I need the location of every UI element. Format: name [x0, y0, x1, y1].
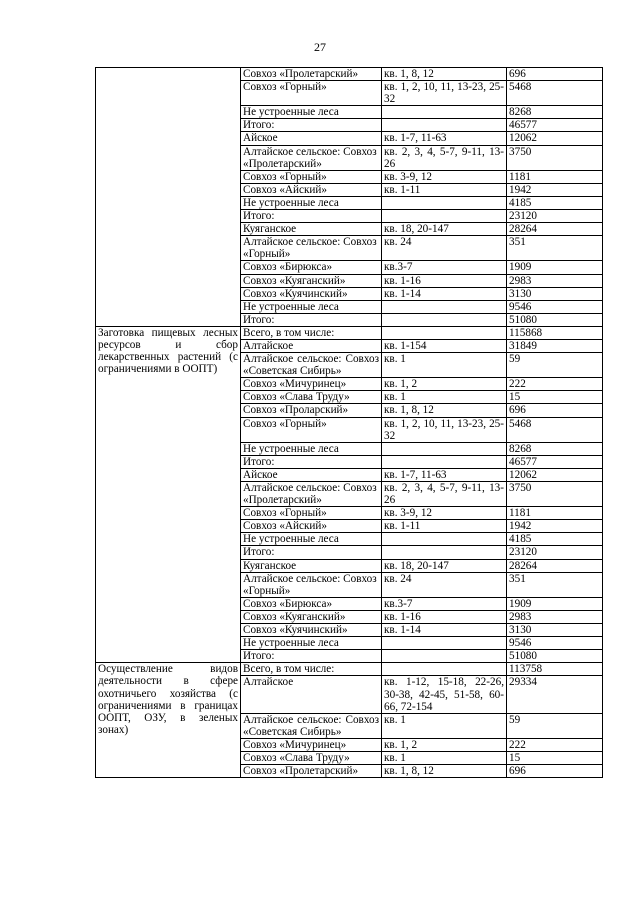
area-cell: 9546: [507, 300, 603, 313]
name-cell: Совхоз «Горный»: [241, 417, 382, 442]
quarters-cell: кв. 1-11: [382, 183, 507, 196]
name-cell: Алтайское сельское: Совхоз «Пролетарский»: [241, 482, 382, 507]
name-cell: Совхоз «Куяганский»: [241, 274, 382, 287]
area-cell: 31849: [507, 339, 603, 352]
quarters-cell: кв. 1, 2, 10, 11, 13-23, 25-32: [382, 417, 507, 442]
quarters-cell: кв.3-7: [382, 261, 507, 274]
quarters-cell: [382, 313, 507, 326]
quarters-cell: кв. 1, 2: [382, 738, 507, 751]
name-cell: Всего, в том числе:: [241, 663, 382, 676]
quarters-cell: [382, 637, 507, 650]
quarters-cell: кв. 1, 8, 12: [382, 68, 507, 81]
name-cell: Итого:: [241, 455, 382, 468]
area-cell: 351: [507, 572, 603, 597]
quarters-cell: [382, 663, 507, 676]
name-cell: Итого:: [241, 313, 382, 326]
quarters-cell: [382, 119, 507, 132]
quarters-cell: кв. 1-14: [382, 287, 507, 300]
area-cell: 23120: [507, 210, 603, 223]
name-cell: Куяганское: [241, 559, 382, 572]
table-row: [96, 663, 603, 676]
name-cell: Совхоз «Куяганский»: [241, 610, 382, 623]
area-cell: 3750: [507, 482, 603, 507]
area-cell: 12062: [507, 132, 603, 145]
quarters-cell: кв. 1-7, 11-63: [382, 468, 507, 481]
area-cell: 46577: [507, 119, 603, 132]
area-cell: 1181: [507, 507, 603, 520]
quarters-cell: кв. 24: [382, 236, 507, 261]
area-cell: 29334: [507, 676, 603, 713]
area-cell: 9546: [507, 637, 603, 650]
name-cell: Совхоз «Слава Труду»: [241, 751, 382, 764]
area-cell: 28264: [507, 559, 603, 572]
name-cell: Алтайское сельское: Совхоз «Советская Сибирь»: [241, 353, 382, 378]
area-cell: 222: [507, 378, 603, 391]
area-cell: 5468: [507, 417, 603, 442]
name-cell: Совхоз «Айский»: [241, 183, 382, 196]
area-cell: 12062: [507, 468, 603, 481]
area-cell: 51080: [507, 650, 603, 663]
quarters-cell: кв. 1, 8, 12: [382, 404, 507, 417]
quarters-cell: кв. 18, 20-147: [382, 223, 507, 236]
quarters-cell: кв. 1-14: [382, 624, 507, 637]
name-cell: Алтайское: [241, 676, 382, 713]
area-cell: 46577: [507, 455, 603, 468]
quarters-cell: кв. 1-12, 15-18, 22-26, 30-38, 42-45, 51-58, 60-66, 72-154: [382, 676, 507, 713]
quarters-cell: кв. 1-16: [382, 610, 507, 623]
name-cell: Не устроенные леса: [241, 106, 382, 119]
area-cell: 59: [507, 353, 603, 378]
area-cell: 222: [507, 738, 603, 751]
quarters-cell: кв. 1: [382, 751, 507, 764]
quarters-cell: [382, 442, 507, 455]
name-cell: Совхоз «Горный»: [241, 81, 382, 106]
name-cell: Совхоз «Бирюкса»: [241, 261, 382, 274]
area-cell: 8268: [507, 442, 603, 455]
quarters-cell: кв. 1: [382, 713, 507, 738]
quarters-cell: [382, 106, 507, 119]
name-cell: Алтайское сельское: Совхоз «Горный»: [241, 236, 382, 261]
area-cell: 59: [507, 713, 603, 738]
name-cell: Алтайское сельское: Совхоз «Советская Сибирь»: [241, 713, 382, 738]
name-cell: Всего, в том числе:: [241, 326, 382, 339]
area-cell: 696: [507, 68, 603, 81]
name-cell: Итого:: [241, 119, 382, 132]
name-cell: Итого:: [241, 546, 382, 559]
name-cell: Итого:: [241, 210, 382, 223]
quarters-cell: [382, 455, 507, 468]
name-cell: Совхоз «Куячинский»: [241, 624, 382, 637]
name-cell: Алтайское: [241, 339, 382, 352]
quarters-cell: кв. 1-16: [382, 274, 507, 287]
quarters-cell: кв.3-7: [382, 597, 507, 610]
quarters-cell: кв. 1, 8, 12: [382, 765, 507, 778]
area-cell: 3130: [507, 287, 603, 300]
name-cell: Совхоз «Бирюкса»: [241, 597, 382, 610]
activity-cell: [96, 68, 241, 327]
area-cell: 113758: [507, 663, 603, 676]
quarters-cell: [382, 650, 507, 663]
name-cell: Куяганское: [241, 223, 382, 236]
quarters-cell: кв. 3-9, 12: [382, 170, 507, 183]
quarters-cell: кв. 24: [382, 572, 507, 597]
area-cell: 351: [507, 236, 603, 261]
area-cell: 696: [507, 765, 603, 778]
name-cell: Совхоз «Пролетарский»: [241, 68, 382, 81]
quarters-cell: кв. 1-7, 11-63: [382, 132, 507, 145]
name-cell: Айское: [241, 132, 382, 145]
activity-cell: Осуществление видов деятельности в сфере охотничьего хозяйства (с ограничениями в границах ООПТ, ОЗУ, в зеленых зонах): [96, 663, 241, 778]
area-cell: 2983: [507, 610, 603, 623]
quarters-cell: кв. 2, 3, 4, 5-7, 9-11, 13-26: [382, 482, 507, 507]
area-cell: 51080: [507, 313, 603, 326]
quarters-cell: [382, 300, 507, 313]
activity-cell: Заготовка пищевых лесных ресурсов и сбор лекарственных растений (с ограничениями в ООПТ): [96, 326, 241, 662]
area-cell: 1942: [507, 520, 603, 533]
name-cell: Итого:: [241, 650, 382, 663]
name-cell: Айское: [241, 468, 382, 481]
quarters-cell: кв. 1-11: [382, 520, 507, 533]
area-cell: 1909: [507, 597, 603, 610]
name-cell: Совхоз «Куячинский»: [241, 287, 382, 300]
area-cell: 15: [507, 391, 603, 404]
name-cell: Алтайское сельское: Совхоз «Горный»: [241, 572, 382, 597]
area-cell: 3130: [507, 624, 603, 637]
name-cell: Совхоз «Горный»: [241, 507, 382, 520]
area-cell: 4185: [507, 533, 603, 546]
name-cell: Совхоз «Горный»: [241, 170, 382, 183]
name-cell: Не устроенные леса: [241, 442, 382, 455]
quarters-cell: кв. 1, 2, 10, 11, 13-23, 25-32: [382, 81, 507, 106]
area-cell: 3750: [507, 145, 603, 170]
area-cell: 15: [507, 751, 603, 764]
quarters-cell: кв. 18, 20-147: [382, 559, 507, 572]
area-cell: 2983: [507, 274, 603, 287]
name-cell: Совхоз «Айский»: [241, 520, 382, 533]
area-cell: 4185: [507, 196, 603, 209]
area-cell: 1909: [507, 261, 603, 274]
name-cell: Совхоз «Мичуринец»: [241, 738, 382, 751]
quarters-cell: [382, 210, 507, 223]
quarters-cell: [382, 546, 507, 559]
quarters-cell: кв. 1, 2: [382, 378, 507, 391]
name-cell: Совхоз «Проларский»: [241, 404, 382, 417]
area-cell: 1942: [507, 183, 603, 196]
forest-use-table: [95, 67, 603, 778]
quarters-cell: кв. 3-9, 12: [382, 507, 507, 520]
page-number: 27: [314, 40, 326, 54]
name-cell: Алтайское сельское: Совхоз «Пролетарский»: [241, 145, 382, 170]
area-cell: 5468: [507, 81, 603, 106]
table-row: [96, 326, 603, 339]
area-cell: 8268: [507, 106, 603, 119]
quarters-cell: кв. 1-154: [382, 339, 507, 352]
name-cell: Не устроенные леса: [241, 196, 382, 209]
name-cell: Не устроенные леса: [241, 637, 382, 650]
quarters-cell: [382, 196, 507, 209]
name-cell: Не устроенные леса: [241, 533, 382, 546]
area-cell: 115868: [507, 326, 603, 339]
table-row: [96, 68, 603, 81]
quarters-cell: кв. 1: [382, 353, 507, 378]
name-cell: Совхоз «Слава Труду»: [241, 391, 382, 404]
area-cell: 696: [507, 404, 603, 417]
quarters-cell: кв. 2, 3, 4, 5-7, 9-11, 13-26: [382, 145, 507, 170]
area-cell: 28264: [507, 223, 603, 236]
quarters-cell: кв. 1: [382, 391, 507, 404]
name-cell: Не устроенные леса: [241, 300, 382, 313]
name-cell: Совхоз «Мичуринец»: [241, 378, 382, 391]
area-cell: 1181: [507, 170, 603, 183]
name-cell: Совхоз «Пролетарский»: [241, 765, 382, 778]
area-cell: 23120: [507, 546, 603, 559]
quarters-cell: [382, 533, 507, 546]
quarters-cell: [382, 326, 507, 339]
